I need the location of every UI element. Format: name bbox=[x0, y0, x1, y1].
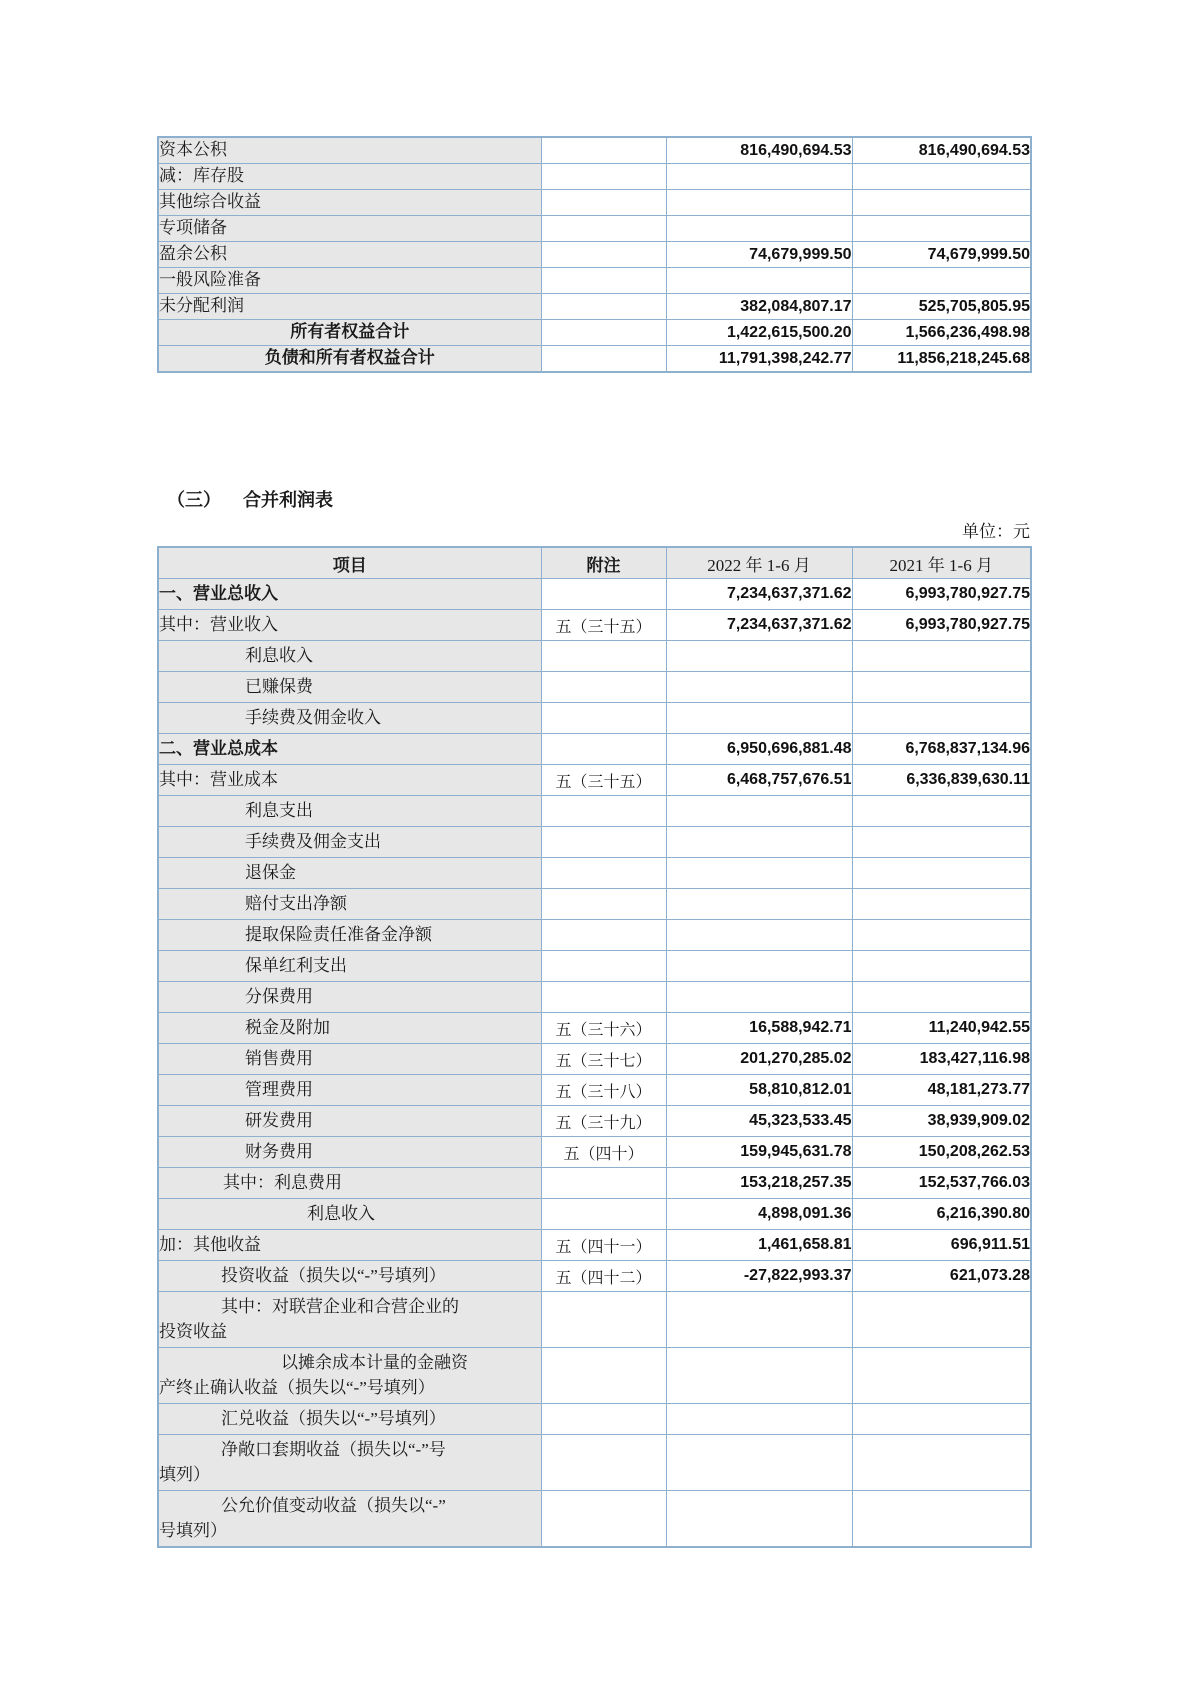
note-cell bbox=[541, 1292, 666, 1348]
row-label-cell bbox=[158, 672, 541, 703]
note-cell bbox=[541, 672, 666, 703]
note-cell: 五（四十一） bbox=[541, 1230, 666, 1261]
value-2021-cell bbox=[852, 920, 1031, 951]
value-2021-cell bbox=[852, 164, 1031, 190]
note-cell bbox=[541, 1491, 666, 1548]
value-2021-cell: 6,336,839,630.11 bbox=[852, 765, 1031, 796]
note-cell bbox=[541, 1168, 666, 1199]
value-2022-cell bbox=[666, 1435, 852, 1491]
value-2022-cell bbox=[666, 951, 852, 982]
row-label-cell bbox=[158, 242, 541, 268]
table-row bbox=[158, 1168, 1031, 1199]
row-label: 利息收入 bbox=[307, 1203, 375, 1223]
row-label-cell bbox=[158, 1435, 541, 1491]
value-2022-cell: 6,950,696,881.48 bbox=[666, 734, 852, 765]
table-row bbox=[158, 164, 1031, 190]
note-cell bbox=[541, 346, 666, 373]
note-cell: 五（三十九） bbox=[541, 1106, 666, 1137]
value-2021-cell: 11,240,942.55 bbox=[852, 1013, 1031, 1044]
note-cell bbox=[541, 734, 666, 765]
value-2021-cell bbox=[852, 982, 1031, 1013]
table-row bbox=[158, 796, 1031, 827]
table-row bbox=[158, 1230, 1031, 1261]
row-label: 手续费及佣金支出 bbox=[245, 831, 381, 851]
row-label-cell bbox=[158, 858, 541, 889]
row-label-cell bbox=[158, 703, 541, 734]
row-label-cell bbox=[158, 1137, 541, 1168]
value-2022-cell bbox=[666, 889, 852, 920]
table-row bbox=[158, 1435, 1031, 1491]
table-row bbox=[158, 137, 1031, 164]
value-2022-cell: 11,791,398,242.77 bbox=[666, 346, 852, 373]
value-2021-cell bbox=[852, 1435, 1031, 1491]
row-label: 已赚保费 bbox=[245, 676, 313, 696]
row-label: 其中：利息费用 bbox=[223, 1172, 342, 1192]
value-2022-cell bbox=[666, 672, 852, 703]
note-cell: 五（三十六） bbox=[541, 1013, 666, 1044]
table-row bbox=[158, 216, 1031, 242]
header-row bbox=[158, 547, 1031, 579]
value-2022-cell: 1,461,658.81 bbox=[666, 1230, 852, 1261]
table-row bbox=[158, 641, 1031, 672]
value-2021-cell bbox=[852, 1404, 1031, 1435]
row-label-cell bbox=[158, 1404, 541, 1435]
value-2022-cell bbox=[666, 982, 852, 1013]
table-row bbox=[158, 734, 1031, 765]
row-label-cell bbox=[158, 320, 541, 346]
unit-label: 单位：元 bbox=[962, 522, 1030, 541]
table-row bbox=[158, 1106, 1031, 1137]
note-cell bbox=[541, 951, 666, 982]
table-row bbox=[158, 889, 1031, 920]
note-cell bbox=[541, 703, 666, 734]
row-label: 投资收益 bbox=[159, 1321, 227, 1341]
row-label: 退保金 bbox=[245, 862, 296, 882]
row-label-cell bbox=[158, 641, 541, 672]
value-2022-cell: 74,679,999.50 bbox=[666, 242, 852, 268]
row-label-cell bbox=[158, 1491, 541, 1548]
value-2022-cell: 7,234,637,371.62 bbox=[666, 579, 852, 610]
note-cell bbox=[541, 579, 666, 610]
row-label: 加：其他收益 bbox=[159, 1234, 261, 1254]
table-row bbox=[158, 858, 1031, 889]
value-2022-cell: 7,234,637,371.62 bbox=[666, 610, 852, 641]
row-label-cell bbox=[158, 796, 541, 827]
row-label-cell bbox=[158, 579, 541, 610]
table-row bbox=[158, 190, 1031, 216]
value-2021-cell bbox=[852, 703, 1031, 734]
income-table-header bbox=[158, 547, 1031, 579]
row-label: 一、营业总收入 bbox=[159, 583, 278, 603]
row-label: 赔付支出净额 bbox=[245, 893, 347, 913]
value-2021-cell: 6,768,837,134.96 bbox=[852, 734, 1031, 765]
note-cell bbox=[541, 1435, 666, 1491]
row-label: 提取保险责任准备金净额 bbox=[245, 924, 432, 944]
note-cell bbox=[541, 164, 666, 190]
table-row bbox=[158, 294, 1031, 320]
note-cell: 五（四十二） bbox=[541, 1261, 666, 1292]
table-row bbox=[158, 1292, 1031, 1348]
note-cell bbox=[541, 982, 666, 1013]
table-row bbox=[158, 1137, 1031, 1168]
section-number: （三） bbox=[167, 490, 221, 510]
row-label-cell bbox=[158, 889, 541, 920]
table-row bbox=[158, 1404, 1031, 1435]
value-2021-cell bbox=[852, 268, 1031, 294]
note-cell bbox=[541, 294, 666, 320]
value-2022-cell bbox=[666, 827, 852, 858]
value-2021-cell: 48,181,273.77 bbox=[852, 1075, 1031, 1106]
note-cell bbox=[541, 796, 666, 827]
value-2021-cell bbox=[852, 216, 1031, 242]
row-label-cell bbox=[158, 610, 541, 641]
row-label: 填列） bbox=[159, 1464, 210, 1484]
note-cell bbox=[541, 1199, 666, 1230]
value-2021-cell: 6,993,780,927.75 bbox=[852, 610, 1031, 641]
row-label: 资本公积 bbox=[159, 140, 227, 160]
value-2021-cell bbox=[852, 641, 1031, 672]
note-cell bbox=[541, 190, 666, 216]
value-2022-cell: 159,945,631.78 bbox=[666, 1137, 852, 1168]
table-row bbox=[158, 1348, 1031, 1404]
row-label-cell bbox=[158, 268, 541, 294]
note-cell bbox=[541, 889, 666, 920]
note-cell: 五（三十五） bbox=[541, 610, 666, 641]
value-2021-cell bbox=[852, 951, 1031, 982]
row-label: 公允价值变动收益（损失以“-” bbox=[221, 1495, 446, 1515]
table-row bbox=[158, 610, 1031, 641]
row-label: 专项储备 bbox=[159, 218, 227, 238]
value-2022-cell bbox=[666, 1404, 852, 1435]
income-statement-table bbox=[157, 546, 1032, 1548]
value-2021-cell: 183,427,116.98 bbox=[852, 1044, 1031, 1075]
value-2021-cell bbox=[852, 1292, 1031, 1348]
header-period-2022: 2022 年 1-6 月 bbox=[666, 547, 852, 579]
row-label-cell bbox=[158, 1106, 541, 1137]
value-2022-cell bbox=[666, 216, 852, 242]
value-2022-cell: -27,822,993.37 bbox=[666, 1261, 852, 1292]
note-cell bbox=[541, 641, 666, 672]
row-label: 号填列） bbox=[159, 1520, 227, 1540]
value-2022-cell bbox=[666, 703, 852, 734]
table-row bbox=[158, 346, 1031, 373]
value-2021-cell bbox=[852, 1491, 1031, 1548]
value-2022-cell: 382,084,807.17 bbox=[666, 294, 852, 320]
header-period-2021: 2021 年 1-6 月 bbox=[852, 547, 1031, 579]
table-row bbox=[158, 765, 1031, 796]
value-2021-cell: 525,705,805.95 bbox=[852, 294, 1031, 320]
table-row bbox=[158, 920, 1031, 951]
row-label-cell bbox=[158, 827, 541, 858]
row-label-cell bbox=[158, 216, 541, 242]
row-label: 汇兑收益（损失以“-”号填列） bbox=[221, 1408, 446, 1428]
note-cell bbox=[541, 920, 666, 951]
value-2021-cell bbox=[852, 672, 1031, 703]
row-label: 所有者权益合计 bbox=[290, 322, 410, 342]
value-2022-cell: 58,810,812.01 bbox=[666, 1075, 852, 1106]
row-label-cell bbox=[158, 734, 541, 765]
row-label-cell bbox=[158, 951, 541, 982]
table-row bbox=[158, 268, 1031, 294]
row-label: 以摊余成本计量的金融资 bbox=[281, 1352, 468, 1372]
note-cell bbox=[541, 1348, 666, 1404]
value-2022-cell bbox=[666, 920, 852, 951]
value-2022-cell bbox=[666, 164, 852, 190]
value-2021-cell: 621,073.28 bbox=[852, 1261, 1031, 1292]
row-label-cell bbox=[158, 1230, 541, 1261]
row-label-cell bbox=[158, 765, 541, 796]
note-cell bbox=[541, 320, 666, 346]
note-cell bbox=[541, 858, 666, 889]
section-heading bbox=[167, 486, 333, 512]
row-label-cell bbox=[158, 920, 541, 951]
row-label: 产终止确认收益（损失以“-”号填列） bbox=[159, 1377, 435, 1397]
table-row bbox=[158, 951, 1031, 982]
table-row bbox=[158, 320, 1031, 346]
row-label-cell bbox=[158, 982, 541, 1013]
note-cell: 五（三十七） bbox=[541, 1044, 666, 1075]
row-label: 分保费用 bbox=[245, 986, 313, 1006]
value-2022-cell bbox=[666, 1491, 852, 1548]
row-label: 其中：营业收入 bbox=[159, 614, 278, 634]
value-2022-cell: 45,323,533.45 bbox=[666, 1106, 852, 1137]
header-note: 附注 bbox=[541, 547, 666, 579]
balance-table-body bbox=[158, 137, 1031, 372]
table-row bbox=[158, 1491, 1031, 1548]
value-2021-cell: 11,856,218,245.68 bbox=[852, 346, 1031, 373]
row-label-cell bbox=[158, 294, 541, 320]
note-cell bbox=[541, 242, 666, 268]
table-row bbox=[158, 1013, 1031, 1044]
row-label-cell bbox=[158, 190, 541, 216]
row-label-cell bbox=[158, 1199, 541, 1230]
income-table-body bbox=[158, 579, 1031, 1548]
note-cell: 五（四十） bbox=[541, 1137, 666, 1168]
value-2022-cell bbox=[666, 268, 852, 294]
row-label: 财务费用 bbox=[245, 1141, 313, 1161]
value-2021-cell: 38,939,909.02 bbox=[852, 1106, 1031, 1137]
value-2022-cell: 201,270,285.02 bbox=[666, 1044, 852, 1075]
table-row bbox=[158, 672, 1031, 703]
value-2022-cell: 1,422,615,500.20 bbox=[666, 320, 852, 346]
value-2022-cell bbox=[666, 641, 852, 672]
table-row bbox=[158, 1075, 1031, 1106]
value-2022-cell: 4,898,091.36 bbox=[666, 1199, 852, 1230]
value-2021-cell: 6,216,390.80 bbox=[852, 1199, 1031, 1230]
row-label-cell bbox=[158, 346, 541, 373]
table-row bbox=[158, 1261, 1031, 1292]
table-row bbox=[158, 579, 1031, 610]
row-label: 其中：对联营企业和合营企业的 bbox=[221, 1296, 459, 1316]
value-2022-cell: 16,588,942.71 bbox=[666, 1013, 852, 1044]
row-label: 手续费及佣金收入 bbox=[245, 707, 381, 727]
row-label-cell bbox=[158, 137, 541, 164]
row-label: 盈余公积 bbox=[159, 244, 227, 264]
row-label-cell bbox=[158, 1044, 541, 1075]
value-2021-cell bbox=[852, 827, 1031, 858]
row-label-cell bbox=[158, 1292, 541, 1348]
row-label: 利息支出 bbox=[245, 800, 313, 820]
row-label: 其他综合收益 bbox=[159, 192, 261, 212]
row-label: 二、营业总成本 bbox=[159, 738, 278, 758]
table-row bbox=[158, 703, 1031, 734]
value-2021-cell bbox=[852, 889, 1031, 920]
value-2022-cell bbox=[666, 1348, 852, 1404]
value-2021-cell bbox=[852, 1348, 1031, 1404]
table-row bbox=[158, 242, 1031, 268]
row-label: 减：库存股 bbox=[159, 166, 244, 186]
value-2022-cell bbox=[666, 796, 852, 827]
note-cell bbox=[541, 1404, 666, 1435]
row-label: 负债和所有者权益合计 bbox=[264, 348, 435, 368]
row-label-cell bbox=[158, 1261, 541, 1292]
row-label: 利息收入 bbox=[245, 645, 313, 665]
row-label: 净敞口套期收益（损失以“-”号 bbox=[221, 1439, 446, 1459]
value-2022-cell: 153,218,257.35 bbox=[666, 1168, 852, 1199]
value-2021-cell: 1,566,236,498.98 bbox=[852, 320, 1031, 346]
value-2022-cell: 6,468,757,676.51 bbox=[666, 765, 852, 796]
value-2021-cell: 696,911.51 bbox=[852, 1230, 1031, 1261]
row-label: 投资收益（损失以“-”号填列） bbox=[221, 1265, 446, 1285]
value-2021-cell: 152,537,766.03 bbox=[852, 1168, 1031, 1199]
row-label: 未分配利润 bbox=[159, 296, 244, 316]
row-label: 管理费用 bbox=[245, 1079, 313, 1099]
row-label-cell bbox=[158, 1348, 541, 1404]
value-2022-cell bbox=[666, 190, 852, 216]
value-2022-cell bbox=[666, 1292, 852, 1348]
value-2022-cell: 816,490,694.53 bbox=[666, 137, 852, 164]
table-row bbox=[158, 827, 1031, 858]
value-2021-cell: 74,679,999.50 bbox=[852, 242, 1031, 268]
note-cell bbox=[541, 827, 666, 858]
row-label: 其中：营业成本 bbox=[159, 769, 278, 789]
row-label: 保单红利支出 bbox=[245, 955, 347, 975]
value-2021-cell bbox=[852, 858, 1031, 889]
row-label-cell bbox=[158, 1013, 541, 1044]
row-label-cell bbox=[158, 164, 541, 190]
row-label: 销售费用 bbox=[245, 1048, 313, 1068]
note-cell bbox=[541, 216, 666, 242]
note-cell bbox=[541, 137, 666, 164]
row-label: 税金及附加 bbox=[245, 1017, 330, 1037]
value-2021-cell: 816,490,694.53 bbox=[852, 137, 1031, 164]
note-cell bbox=[541, 268, 666, 294]
section-title: 合并利润表 bbox=[243, 490, 333, 510]
value-2021-cell bbox=[852, 190, 1031, 216]
header-item: 项目 bbox=[158, 547, 541, 579]
row-label: 一般风险准备 bbox=[159, 270, 261, 290]
value-2022-cell bbox=[666, 858, 852, 889]
value-2021-cell: 150,208,262.53 bbox=[852, 1137, 1031, 1168]
row-label: 研发费用 bbox=[245, 1110, 313, 1130]
table-row bbox=[158, 1199, 1031, 1230]
balance-sheet-bottom-table bbox=[157, 136, 1032, 373]
note-cell: 五（三十八） bbox=[541, 1075, 666, 1106]
table-row bbox=[158, 982, 1031, 1013]
row-label-cell bbox=[158, 1075, 541, 1106]
value-2021-cell bbox=[852, 796, 1031, 827]
value-2021-cell: 6,993,780,927.75 bbox=[852, 579, 1031, 610]
row-label-cell bbox=[158, 1168, 541, 1199]
note-cell: 五（三十五） bbox=[541, 765, 666, 796]
table-row bbox=[158, 1044, 1031, 1075]
